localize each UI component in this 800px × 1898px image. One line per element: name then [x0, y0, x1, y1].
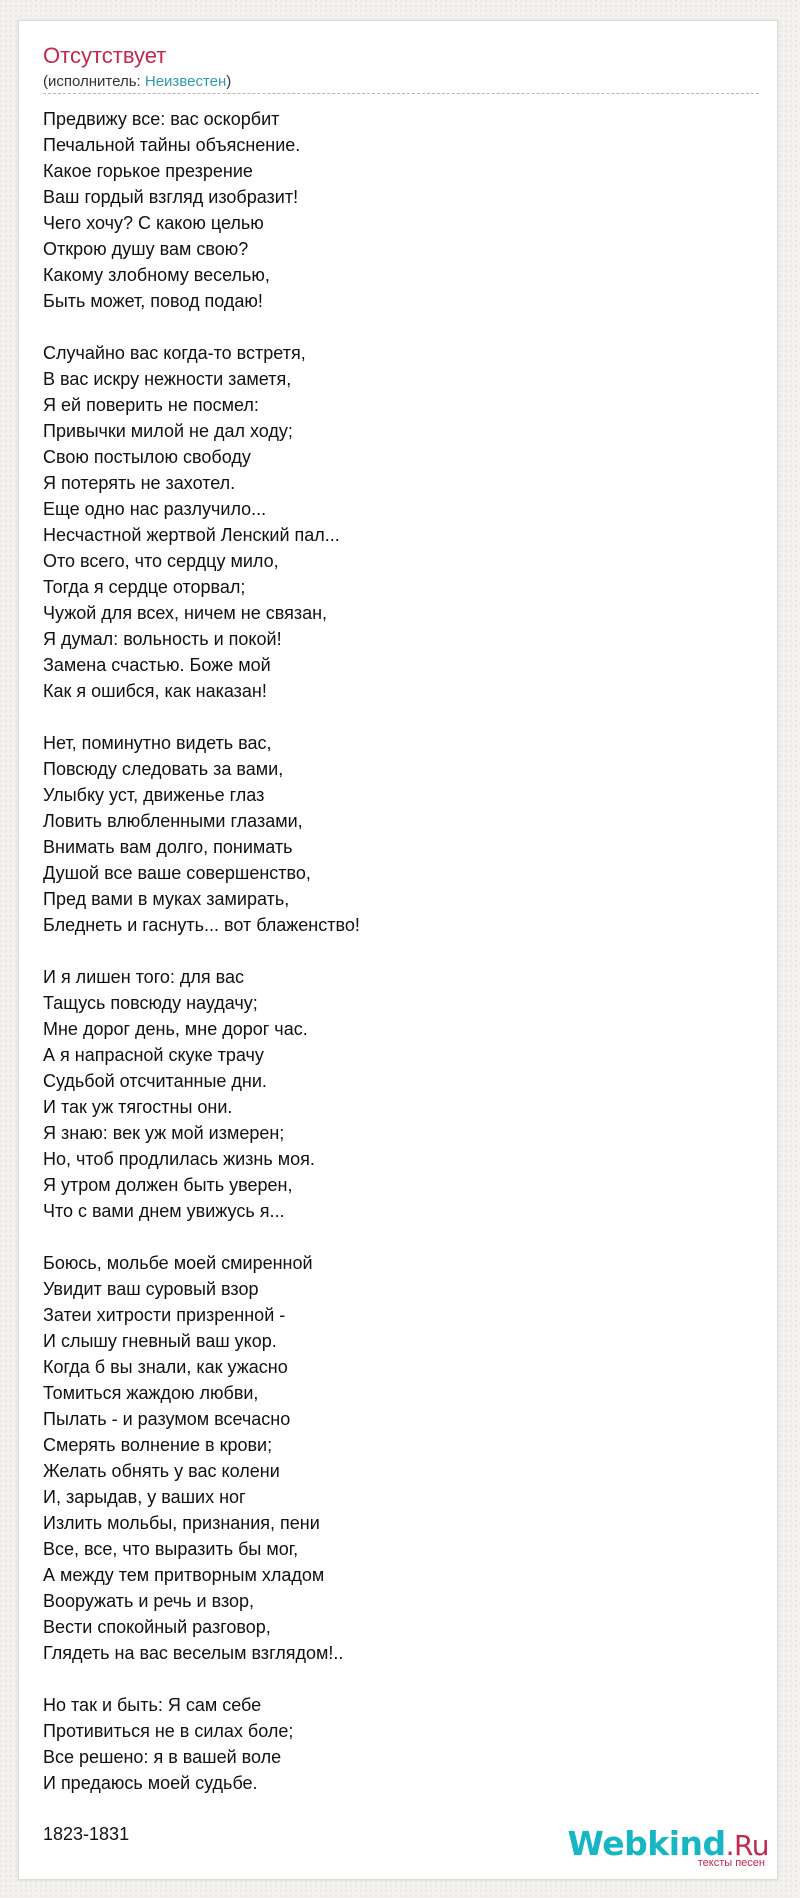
- lyrics-line: Случайно вас когда-то встретя,: [43, 343, 306, 363]
- lyrics-line: Все, все, что выразить бы мог,: [43, 1539, 299, 1559]
- lyrics-line: Излить мольбы, признания, пени: [43, 1513, 320, 1533]
- lyrics-line: Душой все ваше совершенство,: [43, 863, 311, 883]
- lyrics-line: Противиться не в силах боле;: [43, 1721, 294, 1741]
- site-logo[interactable]: [567, 1824, 769, 1869]
- lyrics-line: Что с вами днем увижусь я...: [43, 1201, 285, 1221]
- lyrics-card: [18, 20, 778, 1880]
- lyrics-line: И так уж тягостны они.: [43, 1097, 233, 1117]
- lyrics-line: Повсюду следовать за вами,: [43, 759, 284, 779]
- lyrics-line: Ловить влюбленными глазами,: [43, 811, 303, 831]
- lyrics-line: Увидит ваш суровый взор: [43, 1279, 259, 1299]
- lyrics-line: Быть может, повод подаю!: [43, 291, 263, 311]
- lyrics-line: А я напрасной скуке трачу: [43, 1045, 264, 1065]
- lyrics-line: Когда б вы знали, как ужасно: [43, 1357, 288, 1377]
- lyrics-line: Глядеть на вас веселым взглядом!..: [43, 1643, 344, 1663]
- lyrics-line: Я ей поверить не посмел:: [43, 395, 259, 415]
- lyrics-line: Открою душу вам свою?: [43, 239, 249, 259]
- lyrics-line: Я думал: вольность и покой!: [43, 629, 282, 649]
- lyrics-line: И я лишен того: для вас: [43, 967, 244, 987]
- lyrics-body: [43, 106, 743, 1822]
- artist-link[interactable]: Неизвестен: [144, 73, 227, 90]
- lyrics-line: Чужой для всех, ничем не связан,: [43, 603, 328, 623]
- song-title: Отсутствует: [43, 43, 167, 68]
- lyrics-line: Замена счастью. Боже мой: [43, 655, 271, 675]
- lyrics-line: Тащусь повсюду наудачу;: [43, 993, 258, 1013]
- lyrics-stanza: [43, 106, 743, 314]
- lyrics-line: Смерять волнение в крови;: [43, 1435, 273, 1455]
- lyrics-line: Вести спокойный разговор,: [43, 1617, 271, 1637]
- logo-brand: Webkind: [567, 1824, 726, 1863]
- logo-tagline: тексты песен: [697, 1857, 765, 1869]
- lyrics-line: Я утром должен быть уверен,: [43, 1175, 293, 1195]
- lyrics-line: Как я ошибся, как наказан!: [43, 681, 267, 701]
- lyrics-line: Я знаю: век уж мой измерен;: [43, 1123, 285, 1143]
- lyrics-line: Какое горькое презрение: [43, 161, 253, 181]
- lyrics-line: Привычки милой не дал ходу;: [43, 421, 293, 441]
- lyrics-line: Боюсь, мольбе моей смиренной: [43, 1253, 313, 1273]
- lyrics-line: Ваш гордый взгляд изобразит!: [43, 187, 299, 207]
- subtitle-suffix: ): [226, 73, 232, 90]
- lyrics-line: Печальной тайны объяснение.: [43, 135, 301, 155]
- lyrics-line: Судьбой отсчитанные дни.: [43, 1071, 267, 1091]
- lyrics-line: Внимать вам долго, понимать: [43, 837, 293, 857]
- lyrics-stanza: [43, 1250, 743, 1666]
- subtitle-prefix: (исполнитель:: [43, 73, 145, 90]
- lyrics-line: Свою постылою свободу: [43, 447, 251, 467]
- lyrics-line: В вас искру нежности заметя,: [43, 369, 292, 389]
- lyrics-line: Нет, поминутно видеть вас,: [43, 733, 272, 753]
- lyrics-line: Желать обнять у вас колени: [43, 1461, 280, 1481]
- lyrics-stanza: [43, 964, 743, 1224]
- lyrics-line: Но так и быть: Я сам себе: [43, 1695, 262, 1715]
- lyrics-line: Томиться жаждою любви,: [43, 1383, 259, 1403]
- lyrics-line: Вооружать и речь и взор,: [43, 1591, 255, 1611]
- lyrics-line: И, зарыдав, у ваших ног: [43, 1487, 246, 1507]
- lyrics-line: Но, чтоб продлилась жизнь моя.: [43, 1149, 315, 1169]
- lyrics-line: А между тем притворным хладом: [43, 1565, 325, 1585]
- lyrics-line: Тогда я сердце оторвал;: [43, 577, 246, 597]
- lyrics-line: Какому злобному веселью,: [43, 265, 270, 285]
- lyrics-line: Мне дорог день, мне дорог час.: [43, 1019, 308, 1039]
- lyrics-stanza: [43, 730, 743, 938]
- header-divider: [43, 93, 759, 94]
- lyrics-line: Бледнеть и гаснуть... вот блаженство!: [43, 915, 360, 935]
- lyrics-line: Улыбку уст, движенье глаз: [43, 785, 265, 805]
- lyrics-line: Еще одно нас разлучило...: [43, 499, 267, 519]
- lyrics-line: Ото всего, что сердцу мило,: [43, 551, 279, 571]
- song-subtitle: [43, 73, 231, 90]
- lyrics-stanza: [43, 1692, 743, 1796]
- lyrics-line: Все решено: я в вашей воле: [43, 1747, 282, 1767]
- logo-tld: .Ru: [725, 1829, 769, 1862]
- lyrics-line: Несчастной жертвой Ленский пал...: [43, 525, 340, 545]
- lyrics-line: И предаюсь моей судьбе.: [43, 1773, 258, 1793]
- lyrics-line: И слышу гневный ваш укор.: [43, 1331, 277, 1351]
- lyrics-line: Чего хочу? С какою целью: [43, 213, 264, 233]
- lyrics-line: Пред вами в муках замирать,: [43, 889, 290, 909]
- lyrics-stanza: [43, 340, 743, 704]
- lyrics-line: Предвижу все: вас оскорбит: [43, 109, 280, 129]
- lyrics-line: Пылать - и разумом всечасно: [43, 1409, 291, 1429]
- lyrics-line: Я потерять не захотел.: [43, 473, 236, 493]
- lyrics-line: Затеи хитрости призренной -: [43, 1305, 286, 1325]
- lyrics-date: 1823-1831: [43, 1824, 130, 1844]
